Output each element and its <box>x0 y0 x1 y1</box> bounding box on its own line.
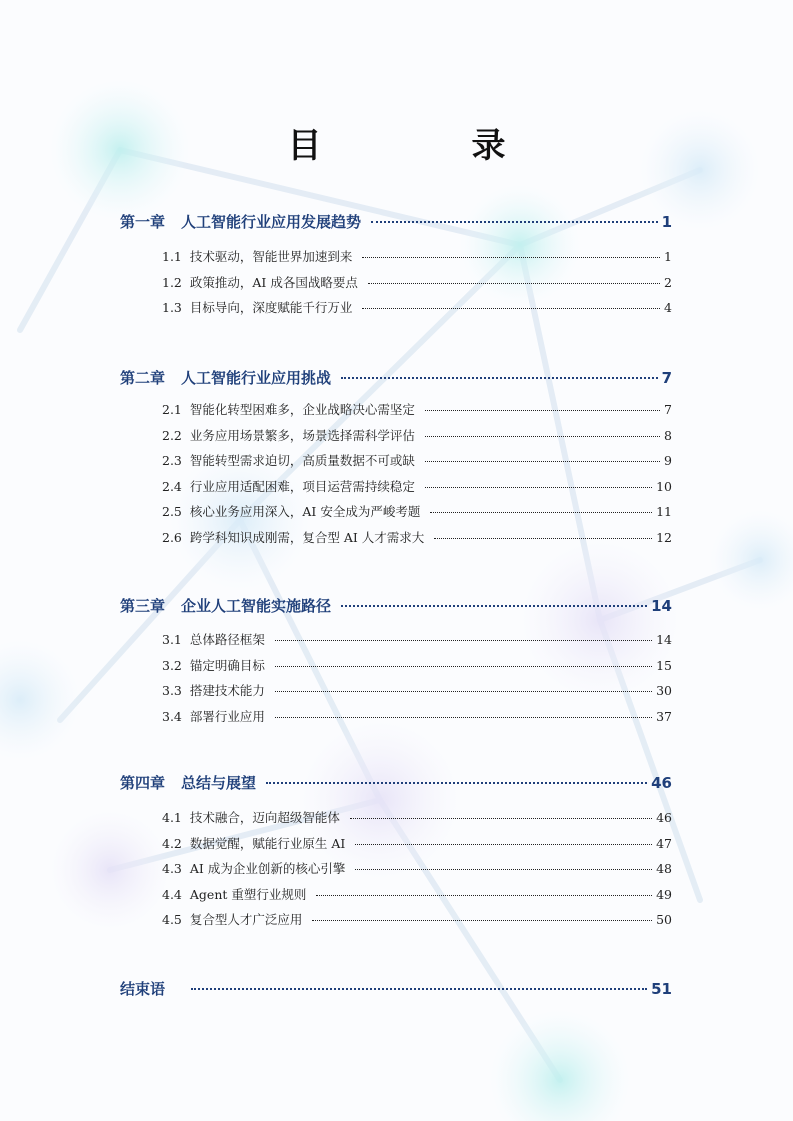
toc-section-entry[interactable] <box>162 809 672 827</box>
chapter-title: 总结与展望 <box>181 774 257 792</box>
section-title: 搭建技术能力 <box>189 683 265 698</box>
page-number: 7 <box>664 402 672 417</box>
chapter-number: 第四章 <box>120 774 166 792</box>
leader-dots <box>355 844 652 845</box>
toc-chapter-entry[interactable] <box>120 368 672 388</box>
leader-dots <box>341 605 647 607</box>
toc-chapter-entry[interactable] <box>120 979 672 999</box>
page-number: 12 <box>656 529 672 545</box>
section-number: 2.6 <box>162 529 182 545</box>
section-title: 智能转型需求迫切，高质量数据不可或缺 <box>189 453 415 468</box>
toc-section-entry[interactable] <box>162 682 672 700</box>
page-number: 48 <box>656 861 672 876</box>
chapter-number: 第一章 <box>120 213 166 231</box>
toc-section-entry[interactable] <box>162 835 672 853</box>
leader-dots <box>425 487 652 488</box>
section-title: 部署行业应用 <box>189 708 265 724</box>
page-number: 46 <box>651 774 672 792</box>
page-number: 1 <box>664 249 672 264</box>
section-number: 2.5 <box>162 504 182 519</box>
toc-section-entry[interactable] <box>162 631 672 649</box>
toc-section-entry[interactable] <box>162 860 672 878</box>
page-number: 9 <box>664 453 672 468</box>
page-number: 4 <box>664 300 672 315</box>
page-number: 15 <box>656 657 672 673</box>
page-number: 10 <box>656 478 672 494</box>
section-title: 锚定明确目标 <box>189 657 265 673</box>
section-number: 4.4 <box>162 886 182 902</box>
page-number: 49 <box>656 886 672 902</box>
page-number: 7 <box>661 369 672 387</box>
toc-section-entry[interactable] <box>162 657 672 675</box>
section-number: 2.1 <box>162 402 182 417</box>
toc-chapter-entry[interactable] <box>120 212 672 232</box>
section-number: 3.2 <box>162 657 182 673</box>
page-number: 50 <box>656 912 672 927</box>
section-number: 1.1 <box>162 249 182 264</box>
section-number: 2.3 <box>162 453 182 468</box>
leader-dots <box>371 221 658 223</box>
toc-section-entry[interactable] <box>162 911 672 929</box>
section-title: 目标导向，深度赋能千行万业 <box>189 300 353 315</box>
leader-dots <box>350 818 652 819</box>
page-number: 37 <box>656 708 672 724</box>
toc-section-entry[interactable] <box>162 274 672 292</box>
page-title: 目 录 <box>287 126 564 166</box>
leader-dots <box>275 691 652 692</box>
page-number: 51 <box>651 980 672 998</box>
toc-chapter-entry[interactable] <box>120 596 672 616</box>
chapter-number: 结束语 <box>120 980 166 998</box>
section-number: 2.2 <box>162 427 182 443</box>
leader-dots <box>275 640 652 641</box>
section-title: AI 成为企业创新的核心引擎 <box>189 861 346 876</box>
section-number: 4.1 <box>162 810 182 825</box>
chapter-number: 第二章 <box>120 369 166 387</box>
page-number: 11 <box>656 504 672 519</box>
section-title: 核心业务应用深入，AI 安全成为严峻考题 <box>189 504 421 519</box>
chapter-title: 人工智能行业应用发展趋势 <box>181 213 362 231</box>
leader-dots <box>275 666 652 667</box>
toc-chapter-entry[interactable] <box>120 773 672 793</box>
section-title: 总体路径框架 <box>189 632 265 647</box>
toc-section-entry[interactable] <box>162 452 672 470</box>
section-title: 跨学科知识成刚需，复合型 AI 人才需求大 <box>189 529 425 545</box>
leader-dots <box>425 410 660 411</box>
page-number: 14 <box>651 597 672 615</box>
section-title: 智能化转型困难多，企业战略决心需坚定 <box>189 402 415 417</box>
section-title: 业务应用场景繁多，场景选择需科学评估 <box>189 427 415 443</box>
section-number: 4.5 <box>162 912 182 927</box>
leader-dots <box>191 988 647 990</box>
section-title: 行业应用适配困难，项目运营需持续稳定 <box>189 478 415 494</box>
page-number: 1 <box>661 213 672 231</box>
leader-dots <box>341 377 658 379</box>
section-title: Agent 重塑行业规则 <box>189 886 307 902</box>
leader-dots <box>355 869 652 870</box>
section-number: 3.1 <box>162 632 182 647</box>
leader-dots <box>368 283 660 284</box>
leader-dots <box>425 461 660 462</box>
section-number: 1.3 <box>162 300 182 315</box>
section-title: 技术驱动，智能世界加速到来 <box>189 249 353 264</box>
toc-section-entry[interactable] <box>162 503 672 521</box>
page-number: 46 <box>656 810 672 825</box>
section-title: 复合型人才广泛应用 <box>189 912 303 927</box>
section-number: 3.3 <box>162 683 182 698</box>
toc-section-entry[interactable] <box>162 427 672 445</box>
leader-dots <box>316 895 652 896</box>
section-number: 4.3 <box>162 861 182 876</box>
toc-section-entry[interactable] <box>162 248 672 266</box>
page-number: 14 <box>656 632 672 647</box>
toc-section-entry[interactable] <box>162 299 672 317</box>
section-number: 4.2 <box>162 835 182 851</box>
section-title: 政策推动，AI 成各国战略要点 <box>189 274 358 290</box>
toc-section-entry[interactable] <box>162 529 672 547</box>
toc-section-entry[interactable] <box>162 478 672 496</box>
chapter-title: 企业人工智能实施路径 <box>181 597 332 615</box>
leader-dots <box>275 717 652 718</box>
page-number: 30 <box>656 683 672 698</box>
leader-dots <box>434 538 652 539</box>
toc-section-entry[interactable] <box>162 708 672 726</box>
chapter-number: 第三章 <box>120 597 166 615</box>
leader-dots <box>312 920 652 921</box>
leader-dots <box>362 308 660 309</box>
page-number: 8 <box>664 427 672 443</box>
section-number: 3.4 <box>162 708 182 724</box>
section-title: 技术融合，迈向超级智能体 <box>189 810 340 825</box>
leader-dots <box>425 436 660 437</box>
leader-dots <box>430 512 652 513</box>
toc-section-entry[interactable] <box>162 886 672 904</box>
section-number: 1.2 <box>162 274 182 290</box>
leader-dots <box>362 257 660 258</box>
section-title: 数据觉醒，赋能行业原生 AI <box>189 835 346 851</box>
page-number: 47 <box>656 835 672 851</box>
chapter-title: 人工智能行业应用挑战 <box>181 369 332 387</box>
toc-section-entry[interactable] <box>162 401 672 419</box>
leader-dots <box>266 782 647 784</box>
page-number: 2 <box>664 274 672 290</box>
section-number: 2.4 <box>162 478 182 494</box>
